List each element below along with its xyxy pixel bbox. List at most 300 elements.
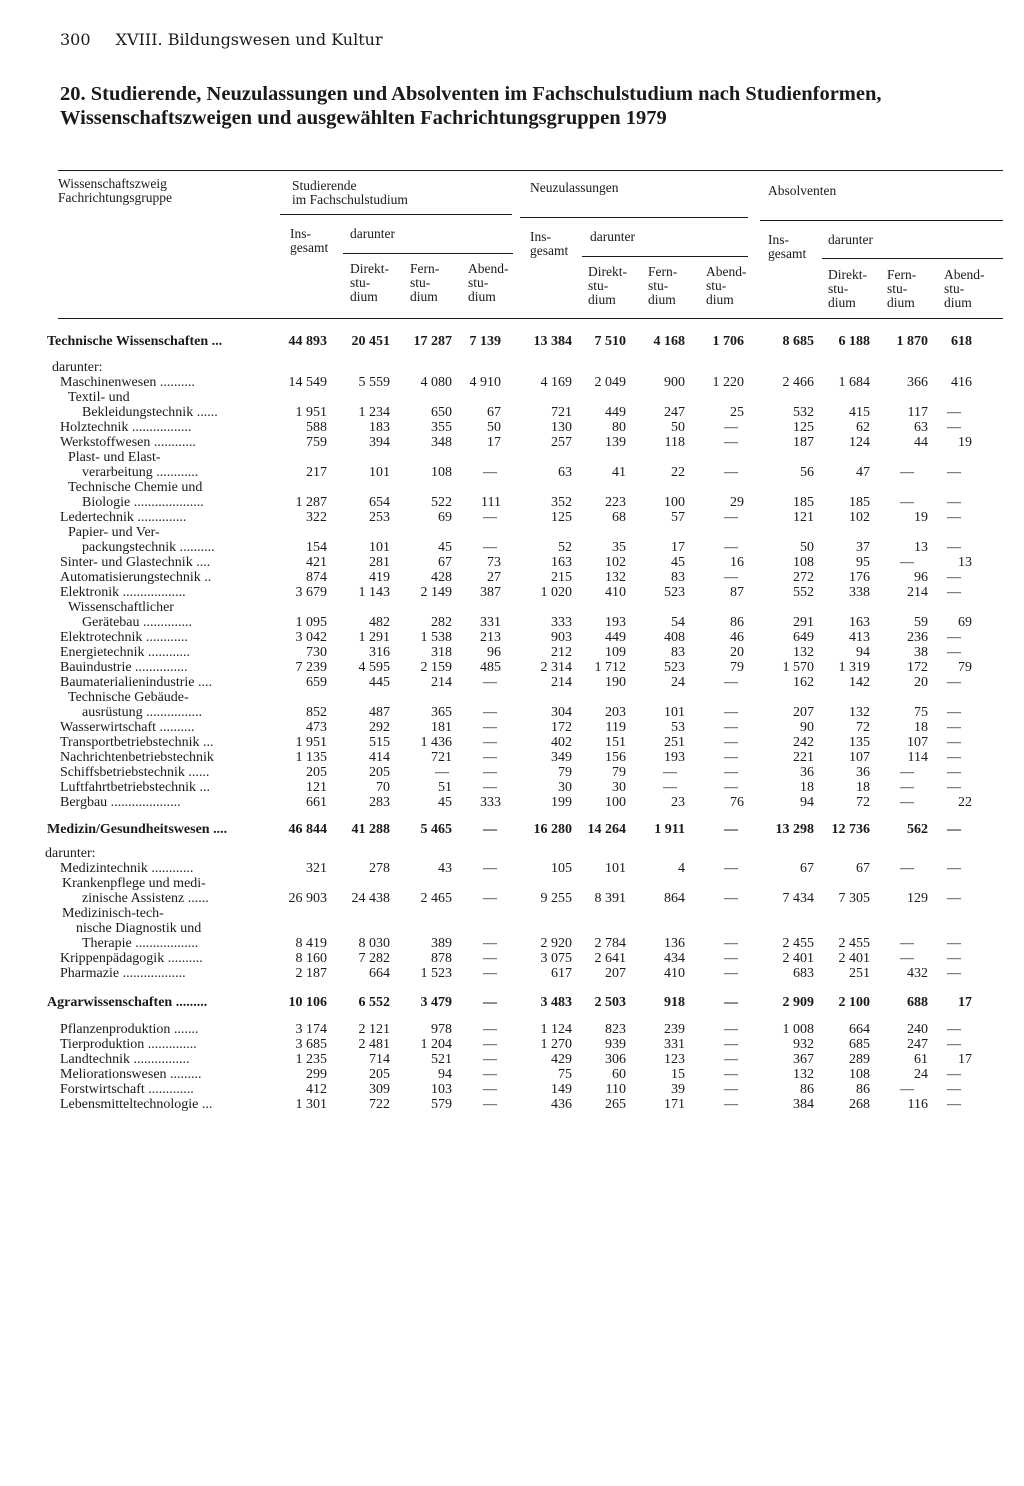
table-cell: —	[724, 570, 738, 585]
table-cell: 132	[793, 1067, 814, 1082]
row-label: Meliorationswesen .........	[60, 1067, 202, 1082]
table-cell: 207	[605, 966, 626, 981]
table-cell: 1 124	[540, 1022, 572, 1037]
table-cell: 86	[856, 1082, 870, 1097]
table-cell: 45	[671, 555, 685, 570]
table-cell: 101	[664, 705, 685, 720]
table-cell: 588	[306, 420, 327, 435]
row-subheading: Krankenpflege und medi-	[62, 876, 206, 891]
table-cell: —	[724, 1067, 738, 1082]
table-cell: 8 419	[295, 936, 327, 951]
table-cell: 299	[306, 1067, 327, 1082]
table-cell: 473	[306, 720, 327, 735]
table-cell: —	[947, 951, 961, 966]
table-cell: 292	[369, 720, 390, 735]
table-cell: 162	[793, 675, 814, 690]
table-cell: 63	[558, 465, 572, 480]
table-row	[0, 435, 1024, 450]
table-cell: 18	[800, 780, 814, 795]
table-title	[60, 82, 1005, 130]
table-cell: 181	[431, 720, 452, 735]
table-cell: —	[900, 555, 914, 570]
row-label: Maschinenwesen ..........	[60, 375, 195, 390]
table-cell: 37	[856, 540, 870, 555]
table-cell: 721	[551, 405, 572, 420]
table-cell: 105	[551, 861, 572, 876]
table-cell: 331	[480, 615, 501, 630]
table-cell: 24	[671, 675, 685, 690]
table-cell: 207	[793, 705, 814, 720]
table-cell: 52	[558, 540, 572, 555]
table-cell: 205	[369, 1067, 390, 1082]
table-cell: 107	[907, 735, 928, 750]
table-cell: —	[724, 420, 738, 435]
insgesamt-header-3a: Ins-	[768, 232, 789, 247]
table-cell: 2 909	[782, 995, 814, 1010]
table-cell: 87	[730, 585, 744, 600]
table-cell: —	[483, 966, 497, 981]
table-cell: 17	[958, 995, 972, 1010]
table-cell: —	[724, 951, 738, 966]
table-row	[0, 540, 1024, 555]
table-cell: 7 510	[594, 334, 626, 349]
table-cell: 1 291	[358, 630, 390, 645]
table-title-line-1: 20. Studierende, Neuzulassungen und Absolventen im Fachschulstudium nach Studienformen,	[60, 83, 882, 105]
table-cell: 617	[551, 966, 572, 981]
abend-header-2c: dium	[706, 292, 734, 307]
fern-header-2b: stu-	[648, 278, 669, 293]
table-cell: —	[483, 1082, 497, 1097]
table-cell: 136	[664, 936, 685, 951]
row-label: Elektrotechnik ............	[60, 630, 188, 645]
table-cell: 19	[914, 510, 928, 525]
table-cell: 38	[914, 645, 928, 660]
table-cell: 121	[306, 780, 327, 795]
table-cell: 1 870	[896, 334, 928, 349]
table-cell: 96	[914, 570, 928, 585]
table-cell: —	[724, 936, 738, 951]
table-cell: 125	[551, 510, 572, 525]
table-cell: —	[947, 705, 961, 720]
row-label: Transportbetriebstechnik ...	[60, 735, 214, 750]
table-row	[0, 765, 1024, 780]
table-cell: 121	[793, 510, 814, 525]
table-cell: 101	[369, 540, 390, 555]
table-cell: —	[483, 822, 497, 837]
table-cell: 17 287	[413, 334, 452, 349]
fern-header-2c: dium	[648, 292, 676, 307]
table-cell: 101	[605, 861, 626, 876]
table-cell: 102	[849, 510, 870, 525]
table-cell: —	[947, 675, 961, 690]
table-cell: 1 287	[295, 495, 327, 510]
table-cell: 24 438	[351, 891, 390, 906]
table-cell: 163	[551, 555, 572, 570]
row-label: Nachrichtenbetriebstechnik	[60, 750, 214, 765]
table-cell: 1 570	[782, 660, 814, 675]
page-header	[60, 30, 383, 49]
table-cell: 579	[431, 1097, 452, 1112]
table-row	[0, 891, 1024, 906]
table-cell: 449	[605, 630, 626, 645]
table-cell: 900	[664, 375, 685, 390]
table-cell: 428	[431, 570, 452, 585]
page-number: 300	[60, 30, 91, 49]
table-cell: —	[947, 645, 961, 660]
table-cell: 722	[369, 1097, 390, 1112]
table-cell: 20 451	[351, 334, 390, 349]
table-row	[0, 1052, 1024, 1067]
table-cell: 415	[849, 405, 870, 420]
table-row	[0, 405, 1024, 420]
row-label: Automatisierungstechnik ..	[60, 570, 212, 585]
table-cell: —	[483, 1067, 497, 1082]
table-cell: 389	[431, 936, 452, 951]
table-cell: 2 466	[782, 375, 814, 390]
table-cell: 515	[369, 735, 390, 750]
fern-header-3b: stu-	[887, 281, 908, 296]
table-cell: 291	[793, 615, 814, 630]
row-label: Baumaterialienindustrie ....	[60, 675, 213, 690]
table-cell: 7 139	[469, 334, 501, 349]
table-cell: 185	[849, 495, 870, 510]
table-cell: —	[663, 780, 677, 795]
table-cell: —	[483, 936, 497, 951]
table-cell: 1 538	[420, 630, 452, 645]
table-cell: 1 951	[295, 405, 327, 420]
table-cell: —	[947, 465, 961, 480]
row-label: Bekleidungstechnik ......	[82, 405, 218, 420]
table-cell: 352	[551, 495, 572, 510]
table-cell: 2 149	[420, 585, 452, 600]
abend-header-1c: dium	[468, 289, 496, 304]
neuzulassungen-rule	[520, 217, 748, 218]
table-cell: 14 549	[288, 375, 327, 390]
row-label: verarbeitung ............	[82, 465, 199, 480]
table-row	[0, 951, 1024, 966]
table-cell: —	[663, 765, 677, 780]
table-cell: 523	[664, 585, 685, 600]
row-subheading: Papier- und Ver-	[68, 525, 160, 540]
table-cell: —	[900, 936, 914, 951]
table-cell: 932	[793, 1037, 814, 1052]
table-cell: 29	[730, 495, 744, 510]
table-cell: 94	[856, 645, 870, 660]
table-cell: —	[724, 1037, 738, 1052]
table-cell: 213	[480, 630, 501, 645]
table-cell: 75	[558, 1067, 572, 1082]
table-cell: 108	[431, 465, 452, 480]
table-cell: —	[947, 735, 961, 750]
table-cell: —	[724, 995, 738, 1010]
table-cell: 1 706	[712, 334, 744, 349]
table-cell: —	[900, 465, 914, 480]
table-cell: 193	[605, 615, 626, 630]
table-cell: —	[947, 891, 961, 906]
fern-header-1c: dium	[410, 289, 438, 304]
table-cell: 36	[800, 765, 814, 780]
table-cell: —	[724, 891, 738, 906]
table-cell: 355	[431, 420, 452, 435]
table-cell: —	[483, 765, 497, 780]
table-cell: 79	[558, 765, 572, 780]
table-cell: 119	[605, 720, 626, 735]
insgesamt-header-1a: Ins-	[290, 226, 311, 241]
table-cell: —	[724, 435, 738, 450]
table-cell: 3 679	[295, 585, 327, 600]
table-cell: 268	[849, 1097, 870, 1112]
table-cell: —	[483, 780, 497, 795]
table-row	[0, 660, 1024, 675]
table-cell: 132	[849, 705, 870, 720]
table-cell: 217	[306, 465, 327, 480]
table-cell: 2 401	[838, 951, 870, 966]
table-cell: 903	[551, 630, 572, 645]
table-cell: 67	[487, 405, 501, 420]
table-cell: —	[724, 780, 738, 795]
fern-header-1a: Fern-	[410, 261, 440, 276]
table-cell: 30	[612, 780, 626, 795]
table-cell: 203	[605, 705, 626, 720]
row-label: zinische Assistenz ......	[82, 891, 209, 906]
table-cell: 41	[612, 465, 626, 480]
table-cell: 44	[914, 435, 928, 450]
table-cell: 3 075	[540, 951, 572, 966]
table-cell: —	[947, 966, 961, 981]
table-cell: —	[947, 570, 961, 585]
table-cell: 2 481	[358, 1037, 390, 1052]
direkt-header-3b: stu-	[828, 281, 849, 296]
table-cell: 410	[664, 966, 685, 981]
table-cell: 449	[605, 405, 626, 420]
table-row	[0, 720, 1024, 735]
table-cell: 1 436	[420, 735, 452, 750]
direkt-header-3a: Direkt-	[828, 267, 867, 282]
table-cell: 22	[671, 465, 685, 480]
table-cell: 1 951	[295, 735, 327, 750]
table-cell: —	[947, 540, 961, 555]
table-cell: 283	[369, 795, 390, 810]
row-label: Elektronik ..................	[60, 585, 186, 600]
table-cell: 199	[551, 795, 572, 810]
table-cell: —	[900, 780, 914, 795]
table-cell: 618	[951, 334, 972, 349]
table-cell: —	[947, 1067, 961, 1082]
table-cell: 2 455	[838, 936, 870, 951]
table-cell: 62	[856, 420, 870, 435]
studierende-header-1: Studierende	[292, 178, 357, 193]
table-cell: 1 270	[540, 1037, 572, 1052]
table-cell: 683	[793, 966, 814, 981]
table-cell: 95	[856, 555, 870, 570]
table-cell: 79	[612, 765, 626, 780]
table-cell: 4 080	[420, 375, 452, 390]
table-cell: 205	[369, 765, 390, 780]
row-subheading: darunter:	[45, 846, 96, 861]
table-cell: 8 160	[295, 951, 327, 966]
abend-header-2b: stu-	[706, 278, 727, 293]
table-cell: 2 784	[594, 936, 626, 951]
table-cell: 387	[480, 585, 501, 600]
table-cell: 35	[612, 540, 626, 555]
row-subheading: Medizinisch-tech-	[62, 906, 164, 921]
table-cell: 151	[605, 735, 626, 750]
table-cell: 1 523	[420, 966, 452, 981]
table-cell: 215	[551, 570, 572, 585]
table-cell: 1 008	[782, 1022, 814, 1037]
table-cell: —	[724, 1097, 738, 1112]
table-cell: 281	[369, 555, 390, 570]
table-cell: 649	[793, 630, 814, 645]
table-title-line-2: Wissenschaftszweigen und ausgewählten Fachrichtungsgruppen 1979	[60, 107, 667, 129]
table-cell: 67	[800, 861, 814, 876]
table-cell: 436	[551, 1097, 572, 1112]
table-cell: 522	[431, 495, 452, 510]
row-label: Pharmazie ..................	[60, 966, 186, 981]
table-cell: 265	[605, 1097, 626, 1112]
row-label: Wasserwirtschaft ..........	[60, 720, 195, 735]
table-cell: —	[947, 510, 961, 525]
table-cell: 124	[849, 435, 870, 450]
table-cell: —	[900, 765, 914, 780]
stub-header-1: Wissenschaftszweig	[58, 176, 167, 191]
table-cell: 412	[306, 1082, 327, 1097]
table-cell: 4 910	[469, 375, 501, 390]
table-row	[0, 1082, 1024, 1097]
table-cell: 306	[605, 1052, 626, 1067]
table-cell: 3 685	[295, 1037, 327, 1052]
table-cell: 7 239	[295, 660, 327, 675]
table-cell: —	[900, 861, 914, 876]
row-label: Sinter- und Glastechnik ....	[60, 555, 211, 570]
table-cell: 394	[369, 435, 390, 450]
table-row	[0, 735, 1024, 750]
fern-header-2a: Fern-	[648, 264, 678, 279]
table-row	[0, 375, 1024, 390]
table-cell: 7 305	[838, 891, 870, 906]
table-cell: 316	[369, 645, 390, 660]
table-cell: 414	[369, 750, 390, 765]
table-cell: 100	[605, 795, 626, 810]
table-cell: —	[947, 765, 961, 780]
table-cell: 47	[856, 465, 870, 480]
table-cell: 253	[369, 510, 390, 525]
table-cell: 109	[605, 645, 626, 660]
table-cell: 70	[376, 780, 390, 795]
table-cell: 44 893	[288, 334, 327, 349]
table-cell: 8 391	[594, 891, 626, 906]
table-cell: —	[900, 495, 914, 510]
table-cell: 759	[306, 435, 327, 450]
table-cell: —	[724, 705, 738, 720]
table-cell: 432	[907, 966, 928, 981]
table-cell: 2 920	[540, 936, 572, 951]
table-cell: 19	[958, 435, 972, 450]
table-cell: 251	[849, 966, 870, 981]
table-cell: 17	[958, 1052, 972, 1067]
darunter-rule-3	[822, 258, 1003, 259]
table-cell: 365	[431, 705, 452, 720]
table-cell: 100	[664, 495, 685, 510]
table-cell: —	[947, 1082, 961, 1097]
row-label: Holztechnik .................	[60, 420, 192, 435]
table-cell: —	[947, 405, 961, 420]
table-cell: 83	[671, 570, 685, 585]
table-cell: 63	[914, 420, 928, 435]
darunter-header-2: darunter	[590, 229, 635, 244]
neuzulassungen-header: Neuzulassungen	[530, 180, 619, 195]
fern-header-3c: dium	[887, 295, 915, 310]
table-cell: 1 020	[540, 585, 572, 600]
table-cell: 485	[480, 660, 501, 675]
table-row	[0, 465, 1024, 480]
table-cell: 1 235	[295, 1052, 327, 1067]
table-cell: 714	[369, 1052, 390, 1067]
table-cell: 76	[730, 795, 744, 810]
table-cell: 50	[487, 420, 501, 435]
table-cell: —	[724, 720, 738, 735]
table-cell: 8 030	[358, 936, 390, 951]
row-subheading: Technische Chemie und	[68, 480, 203, 495]
table-cell: 413	[849, 630, 870, 645]
table-cell: 429	[551, 1052, 572, 1067]
table-cell: 129	[907, 891, 928, 906]
table-cell: 278	[369, 861, 390, 876]
table-cell: 7 282	[358, 951, 390, 966]
table-cell: —	[483, 951, 497, 966]
table-cell: 187	[793, 435, 814, 450]
table-cell: 410	[605, 585, 626, 600]
direkt-header-2c: dium	[588, 292, 616, 307]
table-cell: 154	[306, 540, 327, 555]
table-cell: 13	[958, 555, 972, 570]
table-cell: 2 314	[540, 660, 572, 675]
table-cell: 5 559	[358, 375, 390, 390]
table-row	[0, 630, 1024, 645]
direkt-header-1a: Direkt-	[350, 261, 389, 276]
table-cell: 852	[306, 705, 327, 720]
table-cell: —	[435, 765, 449, 780]
table-cell: 1 911	[654, 822, 685, 837]
row-label: ausrüstung ................	[82, 705, 203, 720]
table-cell: 156	[605, 750, 626, 765]
table-cell: —	[483, 995, 497, 1010]
table-cell: 3 042	[295, 630, 327, 645]
table-cell: —	[483, 540, 497, 555]
table-cell: 27	[487, 570, 501, 585]
table-cell: 18	[914, 720, 928, 735]
table-cell: 214	[551, 675, 572, 690]
table-cell: 2 187	[295, 966, 327, 981]
table-cell: 110	[605, 1082, 626, 1097]
row-label: Medizintechnik ............	[60, 861, 194, 876]
table-cell: —	[947, 861, 961, 876]
table-cell: 22	[958, 795, 972, 810]
table-cell: 4	[678, 861, 685, 876]
table-cell: —	[483, 891, 497, 906]
table-cell: 214	[907, 585, 928, 600]
table-cell: 172	[907, 660, 928, 675]
row-label: Medizin/Gesundheitswesen ....	[47, 822, 228, 837]
row-label: packungstechnik ..........	[82, 540, 215, 555]
table-cell: 6 188	[838, 334, 870, 349]
table-cell: 56	[800, 465, 814, 480]
table-cell: 25	[730, 405, 744, 420]
table-cell: 212	[551, 645, 572, 660]
abend-header-3b: stu-	[944, 281, 965, 296]
direkt-header-1b: stu-	[350, 275, 371, 290]
table-cell: 333	[551, 615, 572, 630]
